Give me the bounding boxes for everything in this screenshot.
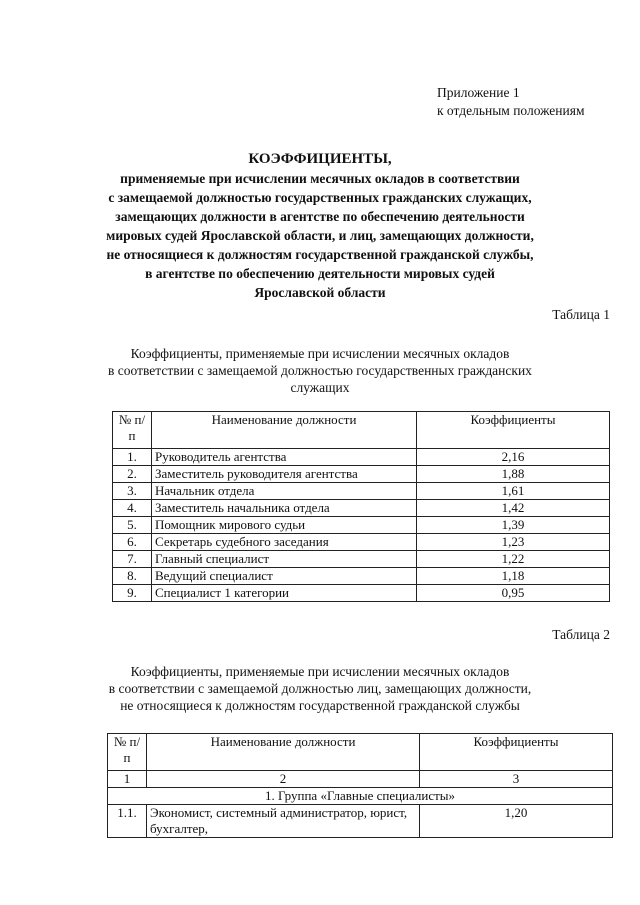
title-line: с замещаемой должностью государственных гражданских служащих, (108, 190, 532, 205)
table2-caption (80, 663, 560, 714)
row-number: 6. (113, 534, 152, 551)
group-heading: 1. Группа «Главные специалисты» (108, 788, 613, 805)
row-position: Экономист, системный администратор, юрист, бухгалтер, (147, 805, 420, 838)
row-number: 2. (113, 466, 152, 483)
title-line: в агентстве по обеспечению деятельности мировых судей (145, 266, 495, 281)
row-coefficient: 1,23 (417, 534, 610, 551)
table-row (113, 551, 610, 568)
row-coefficient: 1,39 (417, 517, 610, 534)
caption-line: Коэффициенты, применяемые при исчислении месячных окладов (130, 346, 510, 361)
table2-label: Таблица 2 (552, 627, 610, 642)
table-row (113, 466, 610, 483)
caption-line: в соответствии с замещаемой должностью лиц, замещающих должности, (108, 681, 532, 696)
row-position: Заместитель начальника отдела (152, 500, 417, 517)
appendix-note (437, 84, 585, 120)
row-position: Заместитель руководителя агентства (152, 466, 417, 483)
row-number: 9. (113, 585, 152, 602)
row-number: 3. (113, 483, 152, 500)
row-coefficient: 1,42 (417, 500, 610, 517)
table-row (113, 585, 610, 602)
row-coefficient: 1,22 (417, 551, 610, 568)
document-title (60, 150, 580, 302)
coefficients-table-2 (107, 733, 613, 838)
table-header-row (108, 734, 613, 771)
table1-label: Таблица 1 (552, 307, 610, 322)
column-numbering-row (108, 771, 613, 788)
column-number: 3 (420, 771, 613, 788)
row-number: 8. (113, 568, 152, 585)
caption-line: служащих (290, 380, 350, 395)
row-number: 5. (113, 517, 152, 534)
row-number: 7. (113, 551, 152, 568)
table-header-row (113, 412, 610, 449)
column-number: 1 (108, 771, 147, 788)
row-coefficient: 1,18 (417, 568, 610, 585)
row-coefficient: 1,88 (417, 466, 610, 483)
row-position: Главный специалист (152, 551, 417, 568)
row-position: Ведущий специалист (152, 568, 417, 585)
table-row (113, 500, 610, 517)
header-position: Наименование должности (147, 734, 420, 771)
table-row (113, 534, 610, 551)
group-row (108, 788, 613, 805)
row-position: Начальник отдела (152, 483, 417, 500)
column-number: 2 (147, 771, 420, 788)
row-coefficient: 2,16 (417, 449, 610, 466)
header-coefficient: Коэффициенты (417, 412, 610, 449)
title-main: КОЭФФИЦИЕНТЫ, (248, 151, 392, 167)
appendix-line-1: Приложение 1 (437, 85, 520, 100)
row-position: Руководитель агентства (152, 449, 417, 466)
header-number: № п/п (113, 412, 152, 449)
caption-line: не относящиеся к должностям государственной гражданской службы (120, 698, 520, 713)
caption-line: Коэффициенты, применяемые при исчислении месячных окладов (130, 664, 510, 679)
table-row (108, 805, 613, 838)
caption-line: в соответствии с замещаемой должностью государственных гражданских (108, 363, 532, 378)
table-row (113, 517, 610, 534)
header-position: Наименование должности (152, 412, 417, 449)
title-line: мировых судей Ярославской области, и лиц, замещающих должности, (106, 228, 534, 243)
header-number: № п/п (108, 734, 147, 771)
coefficients-table-1 (112, 411, 610, 602)
title-line: не относящиеся к должностям государственной гражданской службы, (106, 247, 534, 262)
title-line: применяемые при исчислении месячных окладов в соответствии (120, 171, 520, 186)
table-row (113, 568, 610, 585)
appendix-line-2: к отдельным положениям (437, 103, 585, 118)
table-row (113, 449, 610, 466)
title-line: замещающих должности в агентстве по обеспечению деятельности (115, 209, 525, 224)
row-coefficient: 0,95 (417, 585, 610, 602)
row-number: 1.1. (108, 805, 147, 838)
row-position: Помощник мирового судьи (152, 517, 417, 534)
title-line: Ярославской области (254, 285, 386, 300)
header-coefficient: Коэффициенты (420, 734, 613, 771)
row-position: Секретарь судебного заседания (152, 534, 417, 551)
table-row (113, 483, 610, 500)
row-coefficient: 1,61 (417, 483, 610, 500)
row-number: 1. (113, 449, 152, 466)
row-number: 4. (113, 500, 152, 517)
row-position: Специалист 1 категории (152, 585, 417, 602)
row-coefficient: 1,20 (420, 805, 613, 838)
table1-caption (80, 345, 560, 396)
